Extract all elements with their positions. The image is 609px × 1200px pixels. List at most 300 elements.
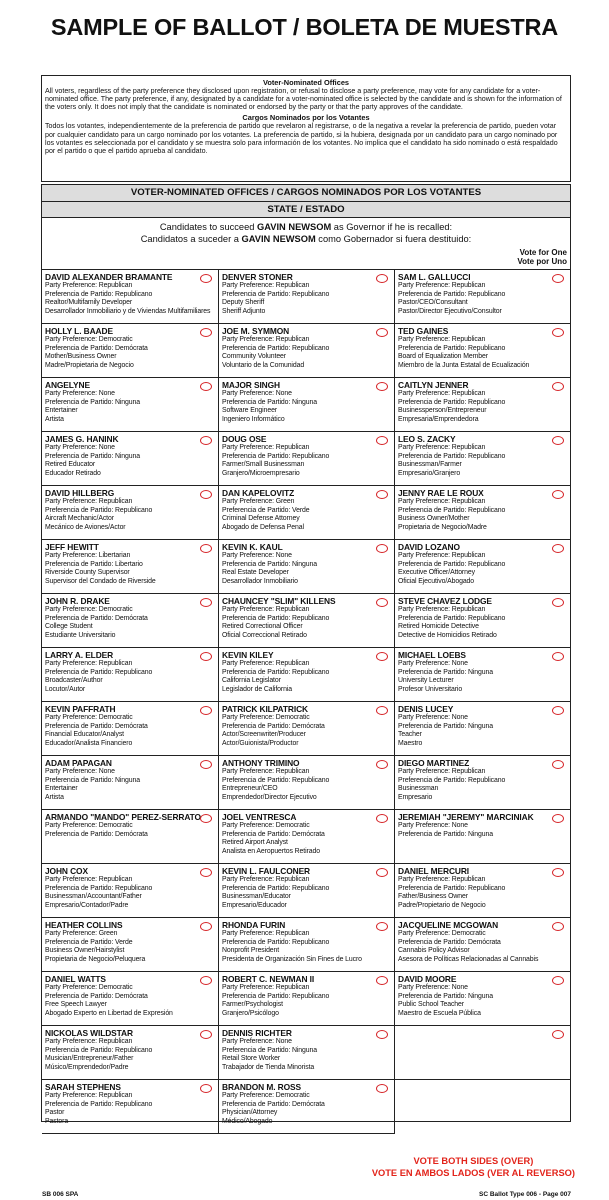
party-preference-en: Party Preference: Republican <box>222 606 310 613</box>
party-preference-en: Party Preference: Democratic <box>45 714 133 721</box>
vote-for-instruction: Vote for One Vote por Uno <box>517 248 567 266</box>
occupation-en: Businessman/Educator <box>222 893 291 901</box>
occupation-es: Trabajador de Tienda Minorista <box>222 1063 315 1071</box>
candidate-cell <box>219 1080 395 1134</box>
candidate-cell <box>395 1026 570 1080</box>
vote-oval[interactable] <box>200 328 212 337</box>
candidate-name: TED GAINES <box>398 326 449 336</box>
occupation-es: Supervisor del Condado de Riverside <box>45 577 156 585</box>
party-preference-en: Party Preference: Republican <box>222 660 310 667</box>
candidate-name: JACQUELINE MCGOWAN <box>398 920 499 930</box>
party-preference-en: Party Preference: Democratic <box>45 606 133 613</box>
candidate-name: JEFF HEWITT <box>45 542 99 552</box>
occupation-en: Aircraft Mechanic/Actor <box>45 515 114 523</box>
vote-oval[interactable] <box>376 490 388 499</box>
candidate-name: DAVID LOZANO <box>398 542 460 552</box>
party-preference-es: Preferencia de Partido: Ninguna <box>398 992 493 1000</box>
candidate-name: JAMES G. HANINK <box>45 434 119 444</box>
party-preference-es: Preferencia de Partido: Ninguna <box>45 398 140 406</box>
occupation-en: Riverside County Supervisor <box>45 569 130 577</box>
party-preference-en: Party Preference: Green <box>222 498 295 505</box>
candidate-cell <box>395 864 570 918</box>
party-preference-en: Party Preference: Democratic <box>222 714 310 721</box>
vote-oval[interactable] <box>200 814 212 823</box>
candidate-cell <box>42 486 219 540</box>
candidate-name: ROBERT C. NEWMAN II <box>222 974 315 984</box>
candidate-cell <box>219 324 395 378</box>
candidate-cell <box>219 702 395 756</box>
party-preference-es: Preferencia de Partido: Demócrata <box>45 344 148 352</box>
vote-oval[interactable] <box>200 868 212 877</box>
occupation-es: Empresario/Granjero <box>398 469 461 477</box>
voter-nominated-notice <box>41 75 571 182</box>
occupation-es: Ingeniero Informático <box>222 415 285 423</box>
vote-oval[interactable] <box>552 652 564 661</box>
occupation-en: Retired Correctional Officer <box>222 623 303 631</box>
candidate-name: DAN KAPELOVITZ <box>222 488 295 498</box>
occupation-es: Abogado Experto en Libertad de Expresión <box>45 1009 173 1017</box>
occupation-es: Desarrollador Inmobiliario <box>222 577 298 585</box>
candidate-cell <box>42 918 219 972</box>
party-preference-es: Preferencia de Partido: Republicano <box>222 992 330 1000</box>
party-preference-es: Preferencia de Partido: Ninguna <box>398 722 493 730</box>
vote-oval[interactable] <box>552 706 564 715</box>
occupation-es: Voluntario de la Comunidad <box>222 361 305 369</box>
occupation-en: Business Owner/Hairstylist <box>45 947 125 955</box>
candidate-grid <box>42 269 570 1134</box>
candidate-name: DAVID MOORE <box>398 974 457 984</box>
candidate-cell <box>395 702 570 756</box>
contest-line-en: Candidates to succeed GAVIN NEWSOM as Governor if he is recalled: <box>159 222 453 232</box>
party-preference-es: Preferencia de Partido: Republicano <box>222 452 330 460</box>
occupation-en: Financial Educator/Analyst <box>45 731 124 739</box>
candidate-name: DOUG OSE <box>222 434 267 444</box>
party-preference-es: Preferencia de Partido: Republicano <box>222 614 330 622</box>
party-preference-es: Preferencia de Partido: Ninguna <box>398 668 493 676</box>
party-preference-es: Preferencia de Partido: Republicano <box>398 452 506 460</box>
vote-oval[interactable] <box>552 490 564 499</box>
vote-oval[interactable] <box>376 706 388 715</box>
candidate-cell <box>42 702 219 756</box>
candidate-name: DANIEL MERCURI <box>398 866 470 876</box>
candidate-name: KEVIN K. KAUL <box>222 542 283 552</box>
party-preference-en: Party Preference: None <box>398 984 468 991</box>
vote-oval[interactable] <box>376 274 388 283</box>
occupation-es: Desarrollador Inmobiliario y de Viviendas Multifamiliares <box>45 307 211 315</box>
candidate-name: BRANDON M. ROSS <box>222 1082 301 1092</box>
occupation-en: Teacher <box>398 731 422 739</box>
candidate-cell <box>219 378 395 432</box>
party-preference-es: Preferencia de Partido: Republicano <box>398 884 506 892</box>
party-preference-en: Party Preference: None <box>398 714 468 721</box>
occupation-en: Actor/Screenwriter/Producer <box>222 731 306 739</box>
candidate-name: DENIS LUCEY <box>398 704 454 714</box>
candidate-cell <box>395 540 570 594</box>
candidate-name: JEREMIAH "JEREMY" MARCINIAK <box>398 812 534 822</box>
party-preference-en: Party Preference: Republican <box>398 876 486 883</box>
ballot-code-left: SB 006 SPA <box>42 1191 79 1198</box>
party-preference-en: Party Preference: Republican <box>398 336 486 343</box>
party-preference-es: Preferencia de Partido: Demócrata <box>222 1100 325 1108</box>
candidate-name: JENNY RAE LE ROUX <box>398 488 484 498</box>
vote-oval[interactable] <box>200 274 212 283</box>
party-preference-en: Party Preference: Republican <box>45 498 133 505</box>
occupation-en: Businessman/Accountant/Father <box>45 893 142 901</box>
occupation-es: Educador Retirado <box>45 469 101 477</box>
vote-oval[interactable] <box>376 922 388 931</box>
occupation-es: Propietaria de Negocio/Peluquera <box>45 955 146 963</box>
vote-oval[interactable] <box>376 436 388 445</box>
candidate-cell <box>395 270 570 324</box>
candidate-name: DAVID HILLBERG <box>45 488 115 498</box>
candidate-name: HEATHER COLLINS <box>45 920 123 930</box>
candidate-cell <box>219 972 395 1026</box>
party-preference-es: Preferencia de Partido: Republicano <box>45 668 153 676</box>
candidate-name: NICKOLAS WILDSTAR <box>45 1028 133 1038</box>
candidate-cell <box>42 972 219 1026</box>
occupation-en: Farmer/Small Businessman <box>222 461 305 469</box>
party-preference-es: Preferencia de Partido: Republicano <box>398 776 506 784</box>
candidate-name: MAJOR SINGH <box>222 380 280 390</box>
vote-oval[interactable] <box>200 976 212 985</box>
vote-oval[interactable] <box>376 1084 388 1093</box>
candidate-name: STEVE CHAVEZ LODGE <box>398 596 492 606</box>
candidate-name: ADAM PAPAGAN <box>45 758 112 768</box>
candidate-cell <box>395 486 570 540</box>
candidate-name: DANIEL WATTS <box>45 974 106 984</box>
occupation-es: Mecánico de Aviones/Actor <box>45 523 126 531</box>
candidate-cell <box>219 648 395 702</box>
vote-oval[interactable] <box>200 760 212 769</box>
vote-oval[interactable] <box>200 922 212 931</box>
vote-oval[interactable] <box>552 1030 564 1039</box>
occupation-es: Oficial Correccional Retirado <box>222 631 307 639</box>
candidate-cell <box>395 378 570 432</box>
vote-oval[interactable] <box>376 598 388 607</box>
occupation-en: Father/Business Owner <box>398 893 468 901</box>
occupation-es: Emprendedor/Director Ejecutivo <box>222 793 317 801</box>
vote-oval[interactable] <box>376 1030 388 1039</box>
candidate-name: DIEGO MARTINEZ <box>398 758 470 768</box>
party-preference-en: Party Preference: None <box>45 390 115 397</box>
occupation-en: Retired Homicide Detective <box>398 623 479 631</box>
candidate-name: KEVIN L. FAULCONER <box>222 866 311 876</box>
party-preference-en: Party Preference: None <box>45 768 115 775</box>
candidate-name: ARMANDO "MANDO" PEREZ-SERRATO <box>45 812 201 822</box>
occupation-en: Community Volunteer <box>222 353 286 361</box>
occupation-en: Realtor/Multifamily Developer <box>45 299 133 307</box>
party-preference-en: Party Preference: Republican <box>398 498 486 505</box>
party-preference-es: Preferencia de Partido: Republicano <box>222 938 330 946</box>
candidate-cell <box>395 756 570 810</box>
vote-oval[interactable] <box>200 544 212 553</box>
vote-oval[interactable] <box>200 1084 212 1093</box>
candidate-name: LEO S. ZACKY <box>398 434 456 444</box>
occupation-es: Empresario <box>398 793 433 801</box>
vote-oval[interactable] <box>552 598 564 607</box>
party-preference-en: Party Preference: None <box>222 552 292 559</box>
occupation-en: Deputy Sheriff <box>222 299 265 307</box>
candidate-cell <box>42 810 219 864</box>
candidate-name: DENVER STONER <box>222 272 293 282</box>
candidate-cell <box>219 810 395 864</box>
occupation-es: Detective de Homicidios Retirado <box>398 631 497 639</box>
party-preference-en: Party Preference: None <box>45 444 115 451</box>
party-preference-en: Party Preference: Republican <box>398 444 486 451</box>
party-preference-es: Preferencia de Partido: Demócrata <box>45 830 148 838</box>
occupation-en: Farmer/Psychologist <box>222 1001 283 1009</box>
occupation-en: Physician/Attorney <box>222 1109 278 1117</box>
party-preference-en: Party Preference: None <box>222 390 292 397</box>
vote-oval[interactable] <box>200 652 212 661</box>
occupation-es: Granjero/Psicólogo <box>222 1009 279 1017</box>
occupation-es: Artista <box>45 415 64 423</box>
candidate-cell <box>395 432 570 486</box>
occupation-es: Artista <box>45 793 64 801</box>
party-preference-es: Preferencia de Partido: Republicano <box>398 344 506 352</box>
occupation-en: Business Owner/Mother <box>398 515 470 523</box>
party-preference-es: Preferencia de Partido: Republicano <box>398 398 506 406</box>
party-preference-es: Preferencia de Partido: Republicano <box>222 776 330 784</box>
candidate-cell <box>42 1026 219 1080</box>
occupation-es: Músico/Emprendedor/Padre <box>45 1063 129 1071</box>
party-preference-es: Preferencia de Partido: Republicano <box>45 1046 153 1054</box>
vote-oval[interactable] <box>376 760 388 769</box>
party-preference-en: Party Preference: Republican <box>398 390 486 397</box>
contest-line-es: Candidatos a suceder a GAVIN NEWSOM como Gobernador si fuera destituido: <box>140 233 472 244</box>
candidate-cell <box>219 270 395 324</box>
party-preference-es: Preferencia de Partido: Republicano <box>222 884 330 892</box>
page-title: SAMPLE OF BALLOT / BOLETA DE MUESTRA <box>50 14 559 40</box>
party-preference-es: Preferencia de Partido: Ninguna <box>222 1046 317 1054</box>
vote-oval[interactable] <box>200 382 212 391</box>
notice-text-es: Todos los votantes, independientemente de la preferencia de partido que revelaron al registrarse, o de la negativa a revelar la preferencia de partido, pueden votar por cualquier candidato para un cargo nominado por los votantes. La preferencia de partido, si la hubiera, designada por un candidato para un cargo nominado por los votantes es seleccionada por el candidato y se muestra solo para información de los votantes. No implica que el candidato ha sido nominado o está respaldado por el partido o que el partido aprueba al candidato. <box>45 122 558 155</box>
candidate-name: KEVIN KILEY <box>222 650 274 660</box>
party-preference-en: Party Preference: Republican <box>222 282 310 289</box>
candidate-name: SAM L. GALLUCCI <box>398 272 471 282</box>
occupation-en: Executive Officer/Attorney <box>398 569 475 577</box>
party-preference-es: Preferencia de Partido: Republicano <box>398 290 506 298</box>
party-preference-es: Preferencia de Partido: Demócrata <box>222 722 325 730</box>
party-preference-es: Preferencia de Partido: Ninguna <box>222 560 317 568</box>
occupation-es: Pastora <box>45 1117 69 1125</box>
candidate-name: ANTHONY TRIMINO <box>222 758 300 768</box>
candidate-name: DENNIS RICHTER <box>222 1028 292 1038</box>
vote-oval[interactable] <box>200 490 212 499</box>
party-preference-en: Party Preference: Republican <box>398 606 486 613</box>
party-preference-es: Preferencia de Partido: Ninguna <box>45 452 140 460</box>
occupation-es: Madre/Propietaria de Negocio <box>45 361 134 369</box>
party-preference-en: Party Preference: None <box>398 660 468 667</box>
occupation-en: Software Engineer <box>222 407 277 415</box>
party-preference-es: Preferencia de Partido: Ninguna <box>45 776 140 784</box>
party-preference-en: Party Preference: Republican <box>222 876 310 883</box>
candidate-cell <box>395 972 570 1026</box>
vote-oval[interactable] <box>552 544 564 553</box>
candidate-cell <box>219 486 395 540</box>
party-preference-es: Preferencia de Partido: Republicano <box>398 614 506 622</box>
subsection-header: STATE / ESTADO <box>42 202 570 218</box>
party-preference-en: Party Preference: Republican <box>45 876 133 883</box>
party-preference-en: Party Preference: Republican <box>222 930 310 937</box>
party-preference-en: Party Preference: Republican <box>222 984 310 991</box>
party-preference-es: Preferencia de Partido: Republicano <box>222 290 330 298</box>
candidate-name: MICHAEL LOEBS <box>398 650 466 660</box>
candidate-name: JOE M. SYMMON <box>222 326 290 336</box>
occupation-en: University Lecturer <box>398 677 454 685</box>
candidate-cell <box>42 864 219 918</box>
candidate-name: CAITLYN JENNER <box>398 380 469 390</box>
occupation-en: Businessman <box>398 785 439 793</box>
occupation-es: Maestro <box>398 739 423 747</box>
candidate-cell <box>42 648 219 702</box>
notice-heading-en: Voter-Nominated Offices <box>262 78 350 87</box>
vote-oval[interactable] <box>200 598 212 607</box>
occupation-es: Estudiante Universitario <box>45 631 116 639</box>
section-header: VOTER-NOMINATED OFFICES / CARGOS NOMINADOS POR LOS VOTANTES <box>42 185 570 202</box>
vote-oval[interactable] <box>552 760 564 769</box>
candidate-name: JOHN COX <box>45 866 88 876</box>
party-preference-en: Party Preference: Republican <box>398 768 486 775</box>
party-preference-en: Party Preference: Green <box>45 930 118 937</box>
vote-oval[interactable] <box>552 274 564 283</box>
candidate-cell <box>395 918 570 972</box>
occupation-en: Public School Teacher <box>398 1001 464 1009</box>
party-preference-es: Preferencia de Partido: Republicano <box>398 560 506 568</box>
party-preference-en: Party Preference: None <box>398 822 468 829</box>
occupation-en: Retired Airport Analyst <box>222 839 288 847</box>
candidate-cell <box>219 594 395 648</box>
candidate-name: JOHN R. DRAKE <box>45 596 110 606</box>
candidate-name: ANGELYNE <box>45 380 90 390</box>
occupation-es: Profesor Universitario <box>398 685 463 693</box>
party-preference-es: Preferencia de Partido: Libertario <box>45 560 143 568</box>
vote-oval[interactable] <box>376 544 388 553</box>
occupation-en: Mother/Business Owner <box>45 353 117 361</box>
party-preference-en: Party Preference: Republican <box>222 336 310 343</box>
occupation-es: Legislador de California <box>222 685 292 693</box>
occupation-es: Granjero/Microempresario <box>222 469 300 477</box>
candidate-cell <box>219 432 395 486</box>
occupation-es: Empresaria/Emprendedora <box>398 415 479 423</box>
party-preference-en: Party Preference: Republican <box>222 768 310 775</box>
party-preference-es: Preferencia de Partido: Ninguna <box>222 398 317 406</box>
vote-oval[interactable] <box>376 868 388 877</box>
occupation-en: Nonprofit President <box>222 947 280 955</box>
occupation-es: Locutor/Autor <box>45 685 86 693</box>
occupation-es: Pastor/Director Ejecutivo/Consultor <box>398 307 502 315</box>
vote-oval[interactable] <box>200 706 212 715</box>
occupation-en: Businessperson/Entrepreneur <box>398 407 487 415</box>
occupation-en: Criminal Defense Attorney <box>222 515 300 523</box>
party-preference-en: Party Preference: Democratic <box>45 984 133 991</box>
vote-oval[interactable] <box>552 382 564 391</box>
party-preference-es: Preferencia de Partido: Verde <box>222 506 310 514</box>
occupation-es: Educador/Analista Financiero <box>45 739 133 747</box>
ballot-contest <box>41 184 571 1125</box>
candidate-name: DAVID ALEXANDER BRAMANTE <box>45 272 173 282</box>
party-preference-en: Party Preference: Libertarian <box>45 552 131 559</box>
vote-both-sides-note: VOTE BOTH SIDES (OVER) VOTE EN AMBOS LADOS (VER AL REVERSO) <box>371 1156 575 1178</box>
occupation-en: Entertainer <box>45 407 78 415</box>
party-preference-es: Preferencia de Partido: Republicano <box>45 506 153 514</box>
vote-oval[interactable] <box>376 814 388 823</box>
candidate-cell <box>42 594 219 648</box>
candidate-cell <box>42 378 219 432</box>
occupation-en: Cannabis Policy Advisor <box>398 947 470 955</box>
contest-description <box>42 218 570 248</box>
party-preference-en: Party Preference: Republican <box>398 282 486 289</box>
occupation-es: Padre/Propietario de Negocio <box>398 901 486 909</box>
occupation-es: Actor/Guionista/Productor <box>222 739 299 747</box>
occupation-es: Asesora de Políticas Relacionadas al Cannabis <box>398 955 539 963</box>
candidate-name: HOLLY L. BAADE <box>45 326 113 336</box>
occupation-en: Musician/Entrepreneur/Father <box>45 1055 134 1063</box>
party-preference-en: Party Preference: Republican <box>222 444 310 451</box>
party-preference-en: Party Preference: Democratic <box>222 822 310 829</box>
candidate-cell <box>219 756 395 810</box>
vote-oval[interactable] <box>376 382 388 391</box>
vote-oval[interactable] <box>552 328 564 337</box>
party-preference-es: Preferencia de Partido: Ninguna <box>398 830 493 838</box>
occupation-es: Médico/Abogado <box>222 1117 273 1125</box>
vote-oval[interactable] <box>376 652 388 661</box>
candidate-name: CHAUNCEY "SLIM" KILLENS <box>222 596 336 606</box>
party-preference-en: Party Preference: Democratic <box>45 336 133 343</box>
party-preference-es: Preferencia de Partido: Republicano <box>45 1100 153 1108</box>
vote-oval[interactable] <box>552 868 564 877</box>
ballot-code-right: SC Ballot Type 006 - Page 007 <box>479 1191 571 1198</box>
vote-oval[interactable] <box>552 436 564 445</box>
party-preference-en: Party Preference: Republican <box>45 660 133 667</box>
candidate-cell <box>42 270 219 324</box>
vote-oval[interactable] <box>552 814 564 823</box>
party-preference-es: Preferencia de Partido: Republicano <box>45 290 153 298</box>
candidate-cell <box>42 432 219 486</box>
notice-heading-es: Cargos Nominados por los Votantes <box>242 113 370 123</box>
occupation-en: Pastor <box>45 1109 65 1117</box>
occupation-en: College Student <box>45 623 93 631</box>
vote-oval[interactable] <box>200 436 212 445</box>
party-preference-es: Preferencia de Partido: Demócrata <box>45 722 148 730</box>
party-preference-en: Party Preference: Democratic <box>398 930 486 937</box>
vote-oval[interactable] <box>376 976 388 985</box>
party-preference-en: Party Preference: None <box>222 1038 292 1045</box>
candidate-cell <box>42 324 219 378</box>
occupation-en: Board of Equalization Member <box>398 353 488 361</box>
party-preference-en: Party Preference: Democratic <box>45 822 133 829</box>
occupation-en: Retired Educator <box>45 461 96 469</box>
notice-text-en: All voters, regardless of the party preference they disclosed upon registration, or refusal to disclose a party preference, may vote for any candidate for a voter-nominated office. The party preference, if any, designated by a candidate for a voter-nominated office is selected by the candidate and is shown for the information of the voters only. It does not imply that the candidate is nominated or endorsed by the party or that the party approves of the candidate. <box>45 87 562 112</box>
vote-oval[interactable] <box>552 922 564 931</box>
occupation-en: California Legislator <box>222 677 281 685</box>
party-preference-es: Preferencia de Partido: Republicano <box>222 668 330 676</box>
vote-oval[interactable] <box>376 328 388 337</box>
party-preference-en: Party Preference: Republican <box>45 282 133 289</box>
vote-oval[interactable] <box>552 976 564 985</box>
occupation-en: Retail Store Worker <box>222 1055 281 1063</box>
occupation-es: Propietaria de Negocio/Madre <box>398 523 487 531</box>
party-preference-es: Preferencia de Partido: Republicano <box>222 344 330 352</box>
vote-oval[interactable] <box>200 1030 212 1039</box>
candidate-name: SARAH STEPHENS <box>45 1082 121 1092</box>
occupation-en: Pastor/CEO/Consultant <box>398 299 468 307</box>
party-preference-es: Preferencia de Partido: Demócrata <box>45 614 148 622</box>
candidate-cell <box>42 756 219 810</box>
candidate-cell <box>219 1026 395 1080</box>
occupation-es: Empresario/Educador <box>222 901 287 909</box>
party-preference-es: Preferencia de Partido: Republicano <box>45 884 153 892</box>
